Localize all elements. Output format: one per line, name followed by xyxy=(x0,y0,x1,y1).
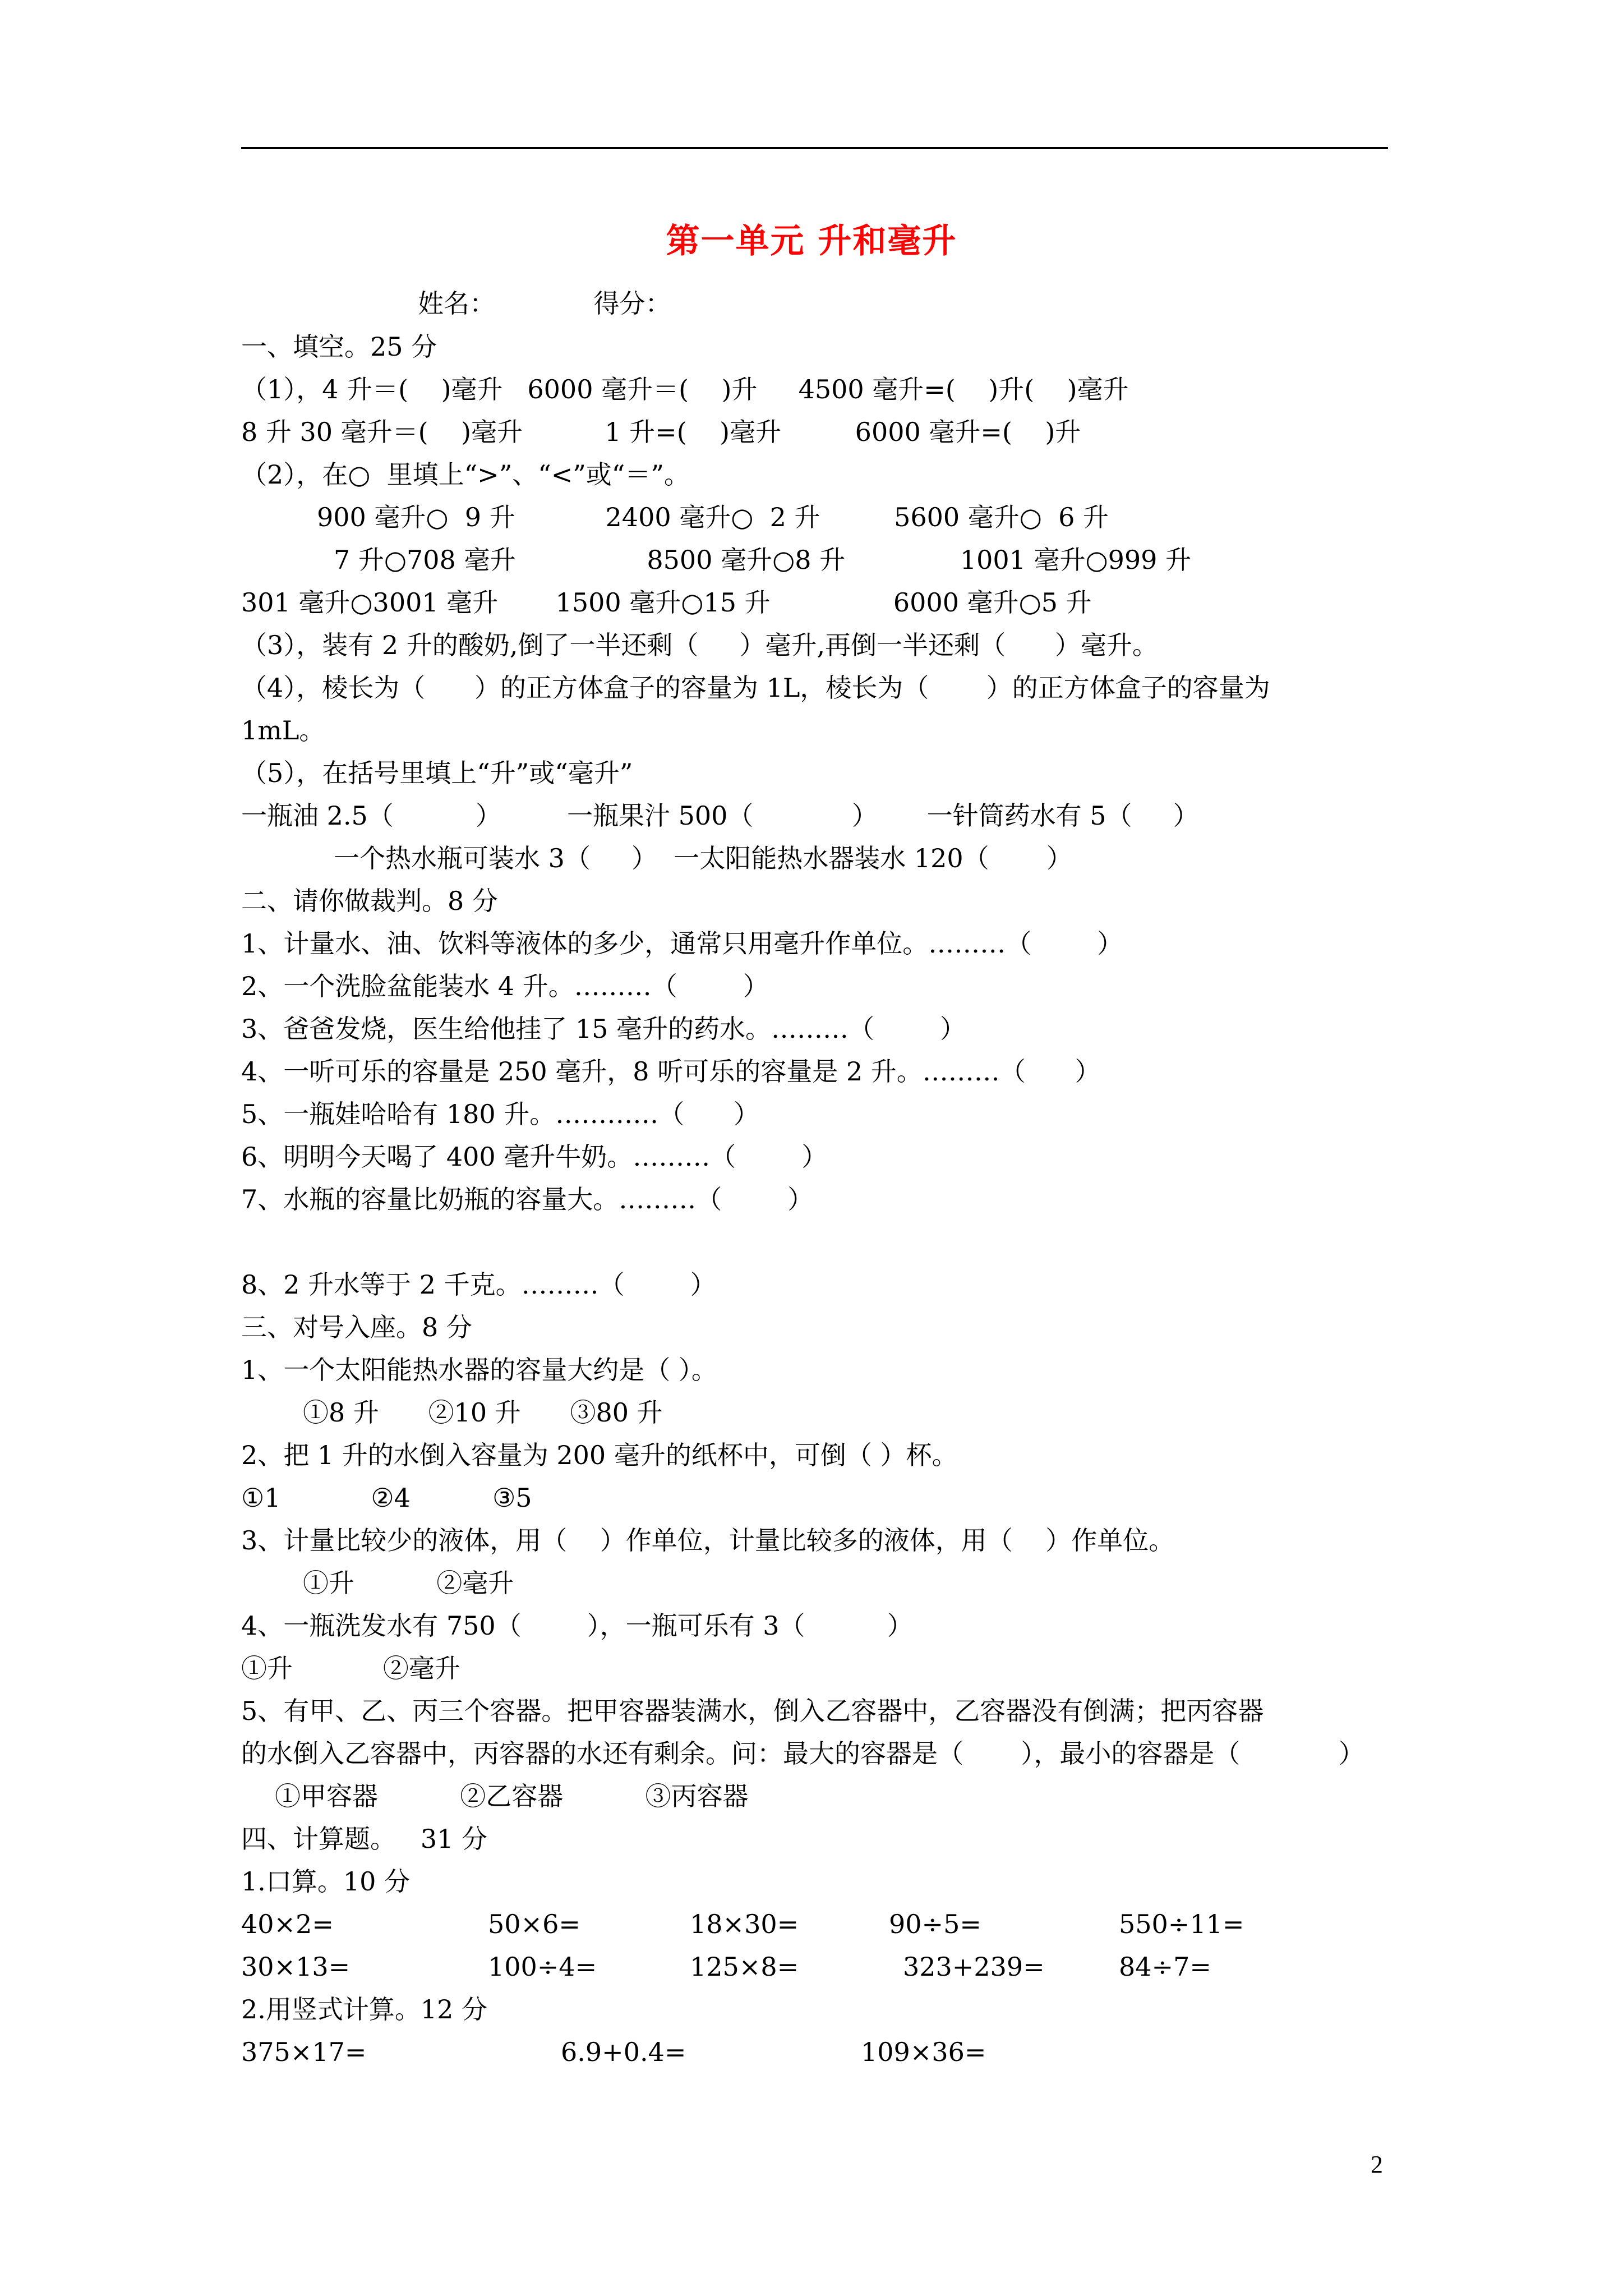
choice-q2: 2、把 1 升的水倒入容量为 200 毫升的纸杯中，可倒（ ）杯。 xyxy=(241,1440,958,1470)
judge-item-7: 7、水瓶的容量比奶瓶的容量大。………（ ） xyxy=(241,1184,814,1214)
mental-math-item: 50×6= xyxy=(488,1909,580,1939)
q2-row-2: 7 升○708 毫升 8500 毫升○8 升 1001 毫升○999 升 xyxy=(334,545,1192,575)
vertical-calc-item: 109×36= xyxy=(861,2037,986,2067)
judge-item-4: 4、一听可乐的容量是 250 毫升，8 听可乐的容量是 2 升。………（ ） xyxy=(241,1056,1101,1087)
choice-q5-options: ①甲容器 ②乙容器 ③丙容器 xyxy=(275,1781,749,1811)
q5-row-1: 一瓶油 2.5（ ） 一瓶果汁 500（ ） 一针筒药水有 5（ ） xyxy=(241,800,1199,831)
mental-math-item: 125×8= xyxy=(690,1952,799,1982)
vertical-calc-heading: 2.用竖式计算。12 分 xyxy=(241,1994,488,2024)
name-score-line: 姓名： 得分： xyxy=(418,288,671,319)
choice-q5-line-1: 5、有甲、乙、丙三个容器。把甲容器装满水，倒入乙容器中，乙容器没有倒满；把丙容器 xyxy=(241,1696,1264,1726)
judge-item-6: 6、明明今天喝了 400 毫升牛奶。………（ ） xyxy=(241,1142,828,1172)
vertical-calc-item: 375×17= xyxy=(241,2037,367,2067)
section-2-heading: 二、请你做裁判。8 分 xyxy=(241,886,498,916)
q1-line-2: 8 升 30 毫升＝( )毫升 1 升=( )毫升 6000 毫升=( )升 xyxy=(241,417,1081,447)
q1-line-1: （1），4 升＝( )毫升 6000 毫升＝( )升 4500 毫升=( )升( )毫升 xyxy=(241,374,1129,404)
q2-row-1: 900 毫升○ 9 升 2400 毫升○ 2 升 5600 毫升○ 6 升 xyxy=(317,502,1109,532)
choice-q3-options: ①升 ②毫升 xyxy=(303,1568,514,1598)
judge-item-1: 1、计量水、油、饮料等液体的多少，通常只用毫升作单位。………（ ） xyxy=(241,928,1123,959)
vertical-calc-item: 6.9+0.4= xyxy=(561,2037,686,2067)
mental-math-item: 30×13= xyxy=(241,1952,351,1982)
q4-line-1: （4），棱长为（ ）的正方体盒子的容量为 1L，棱长为（ ）的正方体盒子的容量为 xyxy=(241,673,1270,703)
q5-row-2: 一个热水瓶可装水 3（ ） 一太阳能热水器装水 120（ ） xyxy=(334,843,1073,873)
q2-instruction: （2），在○ 里填上“>”、“<”或“＝”。 xyxy=(241,459,690,490)
mental-math-item: 90÷5= xyxy=(889,1909,981,1939)
choice-q4-options: ①升 ②毫升 xyxy=(241,1653,460,1683)
worksheet-title: 第一单元 升和毫升 xyxy=(666,222,957,261)
judge-item-2: 2、一个洗脸盆能装水 4 升。………（ ） xyxy=(241,971,769,1001)
q4-line-2: 1mL。 xyxy=(241,715,325,746)
mental-math-item: 84÷7= xyxy=(1119,1952,1211,1982)
choice-q4: 4、一瓶洗发水有 750（ ），一瓶可乐有 3（ ） xyxy=(241,1611,913,1641)
section-4-heading: 四、计算题。 31 分 xyxy=(241,1824,488,1854)
judge-item-3: 3、爸爸发烧，医生给他挂了 15 毫升的药水。………（ ） xyxy=(241,1014,966,1044)
choice-q2-options: ①1 ②4 ③5 xyxy=(241,1483,532,1513)
choice-q1-options: ①8 升 ②10 升 ③80 升 xyxy=(303,1397,663,1428)
section-1-heading: 一、填空。25 分 xyxy=(241,332,437,362)
judge-item-5: 5、一瓶娃哈哈有 180 升。…………（ ） xyxy=(241,1099,760,1129)
q5-instruction: （5），在括号里填上“升”或“毫升” xyxy=(241,758,633,788)
mental-math-item: 40×2= xyxy=(241,1909,334,1939)
mental-math-item: 323+239= xyxy=(903,1952,1045,1982)
mental-math-item: 100÷4= xyxy=(488,1952,597,1982)
mental-math-heading: 1.口算。10 分 xyxy=(241,1866,411,1897)
choice-q5-line-2: 的水倒入乙容器中，丙容器的水还有剩余。问：最大的容器是（ ），最小的容器是（ ） xyxy=(241,1738,1364,1769)
choice-q3: 3、计量比较少的液体，用（ ）作单位，计量比较多的液体，用（ ）作单位。 xyxy=(241,1525,1175,1556)
mental-math-item: 550÷11= xyxy=(1119,1909,1244,1939)
choice-q1: 1、一个太阳能热水器的容量大约是（ ）。 xyxy=(241,1355,717,1385)
judge-item-8: 8、2 升水等于 2 千克。………（ ） xyxy=(241,1269,716,1300)
q3-line: （3），装有 2 升的酸奶,倒了一半还剩（ ）毫升,再倒一半还剩（ ）毫升。 xyxy=(241,630,1158,660)
mental-math-item: 18×30= xyxy=(690,1909,799,1939)
header-rule xyxy=(241,147,1388,149)
q2-row-3: 301 毫升○3001 毫升 1500 毫升○15 升 6000 毫升○5 升 xyxy=(241,587,1092,618)
section-3-heading: 三、对号入座。8 分 xyxy=(241,1312,472,1342)
page-number: 2 xyxy=(1371,2151,1383,2178)
